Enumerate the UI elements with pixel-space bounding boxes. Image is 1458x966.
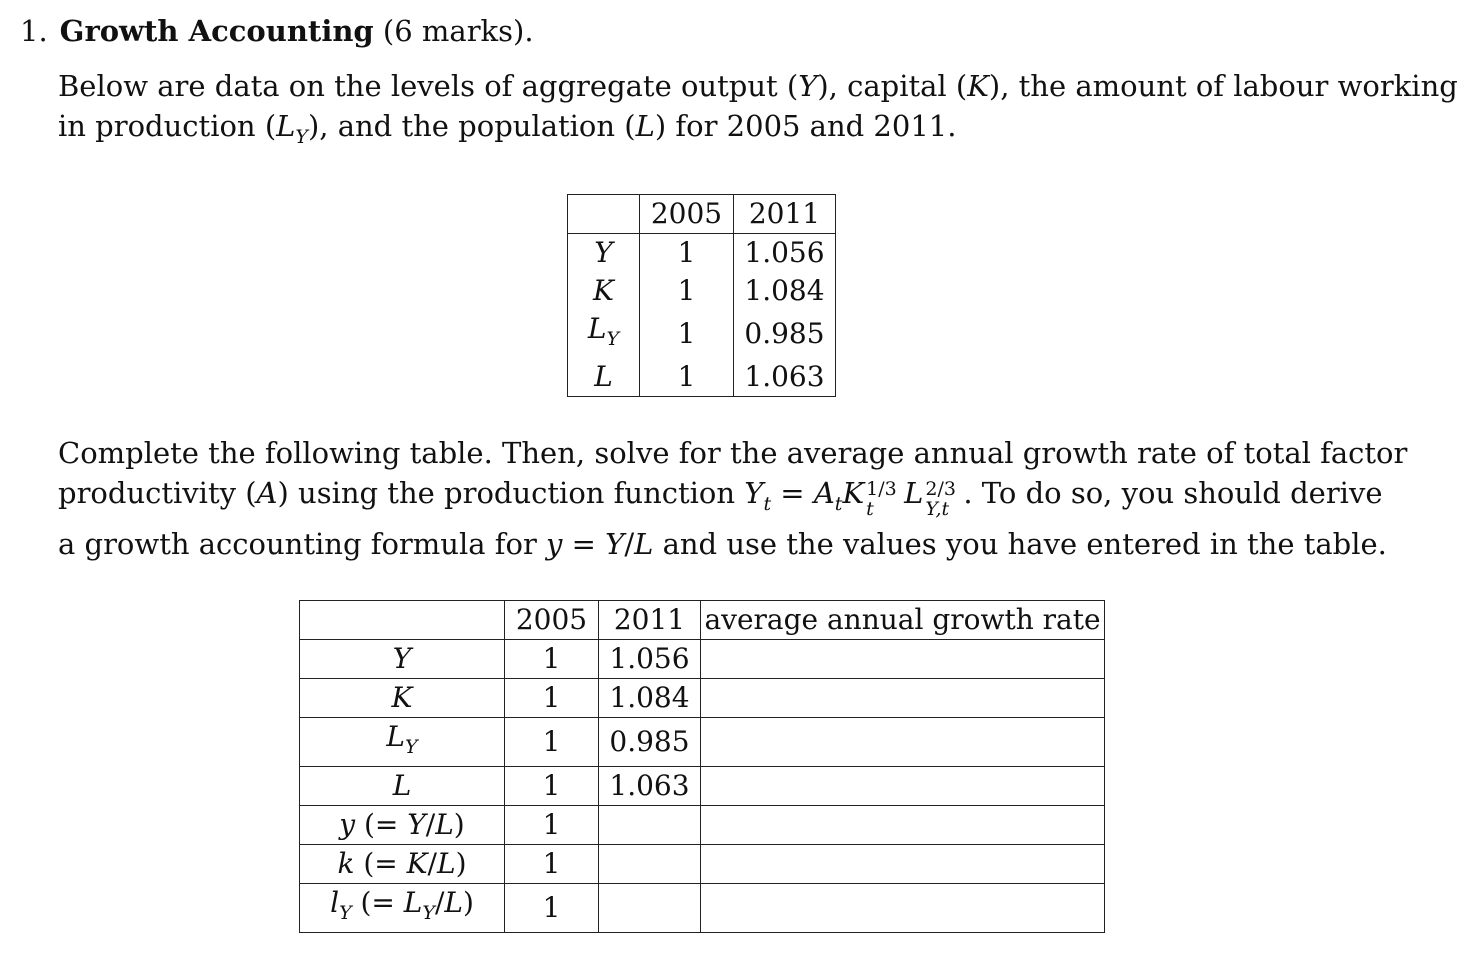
row-label-K: K bbox=[568, 272, 640, 310]
table-row bbox=[300, 718, 1105, 767]
intro-line-2: in production $(L_Y)$, and the population (L) for 2005 and 2011. bbox=[58, 109, 957, 148]
question-heading bbox=[20, 14, 534, 48]
instructions-line-2: productivity (A) using the production function $Y_t = A_tK$ 1/3 t L 2/3 Y,t . To do so, you should derive bbox=[58, 476, 1383, 520]
cell-2005: 1 bbox=[640, 234, 734, 273]
row-label-y: y (= Y/L) bbox=[300, 806, 505, 845]
table-row bbox=[300, 640, 1105, 679]
cell-2011: 0.985 bbox=[734, 310, 836, 358]
intro-line-1: Below are data on the levels of aggregate output (Y), capital (K), the amount of labour working bbox=[58, 69, 1458, 103]
cell-growth[interactable] bbox=[701, 767, 1105, 806]
question-number: 1. bbox=[20, 14, 48, 48]
question-marks: (6 marks). bbox=[382, 14, 534, 48]
table-row bbox=[300, 884, 1105, 933]
answer-table-header-2011: 2011 bbox=[599, 601, 701, 640]
table-row bbox=[300, 679, 1105, 718]
cell-2005: 1 bbox=[640, 358, 734, 397]
row-label-LY: $L_Y$ bbox=[300, 718, 505, 767]
cell-2005: 1 bbox=[505, 806, 599, 845]
row-label-L: L bbox=[568, 358, 640, 397]
cell-2011: 1.056 bbox=[599, 640, 701, 679]
cell-2011[interactable] bbox=[599, 845, 701, 884]
cell-2011: 0.985 bbox=[599, 718, 701, 767]
cell-growth[interactable] bbox=[701, 640, 1105, 679]
data-table-header-2011: 2011 bbox=[734, 195, 836, 234]
instructions-line-3: a growth accounting formula for y = Y/L and use the values you have entered in the table. bbox=[58, 527, 1387, 561]
cell-2011[interactable] bbox=[599, 884, 701, 933]
question-title: Growth Accounting bbox=[59, 14, 374, 48]
table-row bbox=[568, 358, 836, 397]
table-row bbox=[568, 234, 836, 273]
answer-table-corner bbox=[300, 601, 505, 640]
table-row bbox=[300, 806, 1105, 845]
cell-2005: 1 bbox=[505, 845, 599, 884]
cell-2005: 1 bbox=[505, 767, 599, 806]
table-row bbox=[568, 272, 836, 310]
cell-2011[interactable] bbox=[599, 806, 701, 845]
row-label-LY: $L_Y$ bbox=[568, 310, 640, 358]
table-row bbox=[568, 310, 836, 358]
cell-2011: 1.056 bbox=[734, 234, 836, 273]
cell-growth[interactable] bbox=[701, 845, 1105, 884]
row-label-k: k (= K/L) bbox=[300, 845, 505, 884]
row-label-L: L bbox=[300, 767, 505, 806]
intro-paragraph bbox=[58, 66, 1458, 157]
data-table-corner bbox=[568, 195, 640, 234]
answer-table-header bbox=[300, 601, 1105, 640]
cell-growth[interactable] bbox=[701, 884, 1105, 933]
cell-2011: 1.084 bbox=[599, 679, 701, 718]
cell-growth[interactable] bbox=[701, 806, 1105, 845]
data-table-header bbox=[568, 195, 836, 234]
cell-2005: 1 bbox=[640, 272, 734, 310]
data-table-header-2005: 2005 bbox=[640, 195, 734, 234]
table-row bbox=[300, 845, 1105, 884]
answer-table bbox=[299, 600, 1105, 933]
instructions-line-1: Complete the following table. Then, solve for the average annual growth rate of total factor bbox=[58, 436, 1408, 470]
answer-table-header-2005: 2005 bbox=[505, 601, 599, 640]
cell-2011: 1.063 bbox=[734, 358, 836, 397]
cell-2011: 1.084 bbox=[734, 272, 836, 310]
cell-growth[interactable] bbox=[701, 718, 1105, 767]
table-row bbox=[300, 767, 1105, 806]
cell-2005: 1 bbox=[505, 718, 599, 767]
cell-2005: 1 bbox=[505, 679, 599, 718]
cell-2005: 1 bbox=[505, 884, 599, 933]
instructions-paragraph bbox=[58, 433, 1408, 564]
row-label-Y: Y bbox=[300, 640, 505, 679]
cell-2011: 1.063 bbox=[599, 767, 701, 806]
data-table bbox=[567, 194, 836, 397]
answer-table-header-growth: average annual growth rate bbox=[701, 601, 1105, 640]
cell-growth[interactable] bbox=[701, 679, 1105, 718]
cell-2005: 1 bbox=[640, 310, 734, 358]
row-label-K: K bbox=[300, 679, 505, 718]
row-label-Y: Y bbox=[568, 234, 640, 273]
row-label-lY: $l_Y$ (= $L_Y/L$) bbox=[300, 884, 505, 933]
cell-2005: 1 bbox=[505, 640, 599, 679]
